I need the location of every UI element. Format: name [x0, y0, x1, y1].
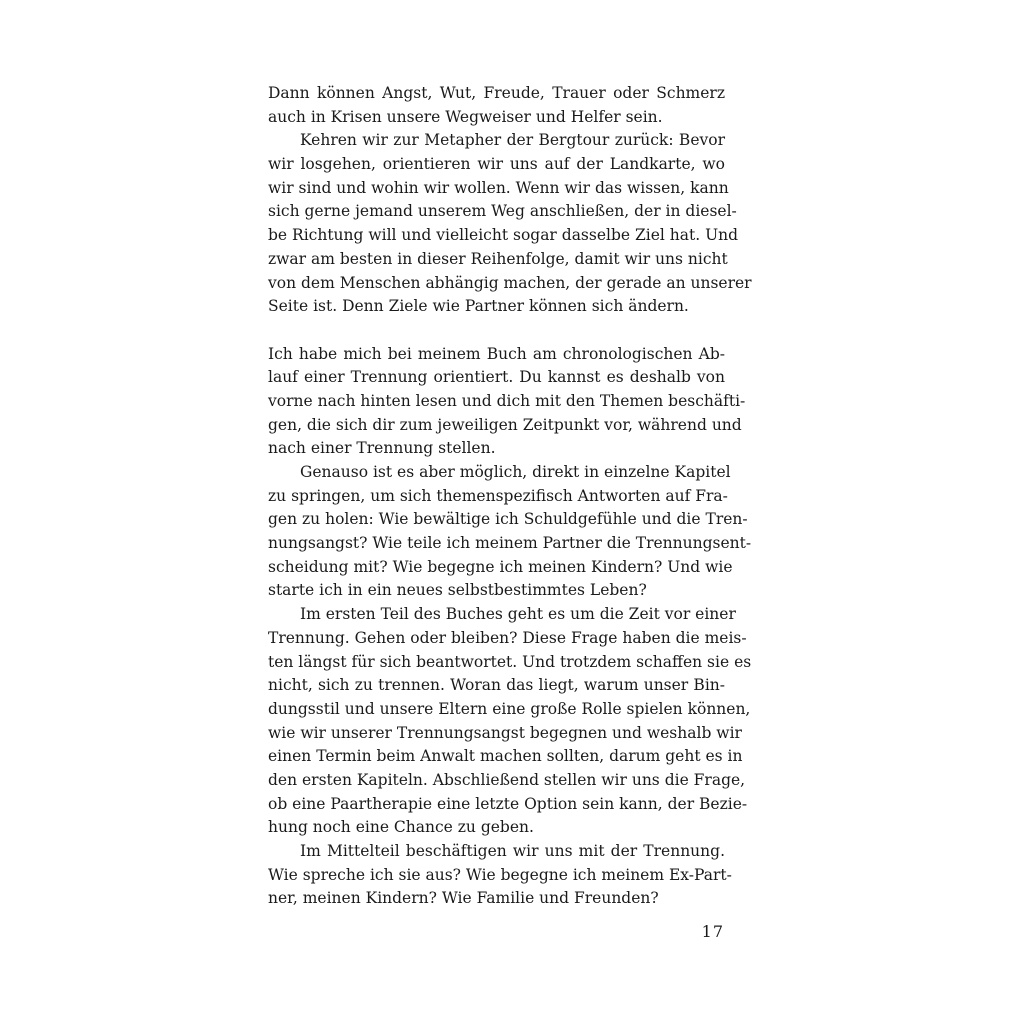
text-line: auch in Krisen unsere Wegweiser und Helfer sein.	[268, 107, 663, 126]
text-line: nach einer Trennung stellen.	[268, 439, 496, 458]
paragraph	[268, 343, 746, 461]
page-number: 17	[701, 922, 724, 941]
text-line: nicht, sich zu trennen. Woran das liegt, warum unser Bin-	[268, 676, 725, 695]
text-line: Dann können Angst, Wut, Freude, Trauer oder Schmerz	[268, 84, 725, 102]
paragraph	[268, 129, 752, 319]
text-line: gen, die sich dir zum jeweiligen Zeitpunkt vor, während und	[268, 415, 742, 434]
text-line: Wie spreche ich sie aus? Wie begegne ich meinem Ex-Part-	[268, 865, 732, 884]
text-line: zwar am besten in dieser Reihenfolge, damit wir uns nicht	[268, 249, 728, 268]
text-line: Kehren wir zur Metapher der Bergtour zurück: Bevor	[300, 131, 725, 150]
text-line: gen zu holen: Wie bewältige ich Schuldgefühle und die Tren-	[268, 510, 748, 529]
text-line: Im ersten Teil des Buches geht es um die Zeit vor einer	[300, 605, 736, 624]
text-line: dungsstil und unsere Eltern eine große Rolle spielen können,	[268, 699, 751, 718]
text-line: be Richtung will und vielleicht sogar dasselbe Ziel hat. Und	[268, 226, 739, 245]
text-line: wir sind und wohin wir wollen. Wenn wir das wissen, kann	[268, 178, 729, 197]
text-line: sich gerne jemand unserem Weg anschließen, der in diesel-	[268, 202, 737, 221]
text-line: Seite ist. Denn Ziele wie Partner können sich ändern.	[268, 297, 689, 316]
text-line: Genauso ist es aber möglich, direkt in einzelne Kapitel	[300, 463, 731, 481]
text-line: starte ich in ein neues selbstbestimmtes Leben?	[268, 581, 647, 600]
text-line: hung noch eine Chance zu geben.	[268, 818, 534, 837]
text-line: den ersten Kapiteln. Abschließend stellen wir uns die Frage,	[268, 770, 746, 789]
paragraph	[268, 461, 752, 603]
paragraph	[268, 840, 732, 911]
body-text	[268, 82, 752, 911]
text-line: Im Mittelteil beschäftigen wir uns mit der Trennung.	[300, 842, 725, 860]
text-line: scheidung mit? Wie begegne ich meinen Kindern? Und wie	[268, 557, 733, 576]
text-line: lauf einer Trennung orientiert. Du kannst es deshalb von	[268, 368, 725, 387]
text-line: ten längst für sich beantwortet. Und trotzdem schaffen sie es	[268, 652, 752, 671]
text-line: ner, meinen Kindern? Wie Familie und Freunden?	[268, 889, 659, 908]
text-line: nungsangst? Wie teile ich meinem Partner die Trennungsent-	[268, 534, 752, 553]
paragraph	[268, 82, 725, 129]
text-line: Trennung. Gehen oder bleiben? Diese Frage haben die meis-	[268, 628, 747, 647]
text-line: einen Termin beim Anwalt machen sollten, darum geht es in	[268, 747, 743, 766]
text-line: Ich habe mich bei meinem Buch am chronologischen Ab-	[268, 344, 725, 363]
text-line: wir losgehen, orientieren wir uns auf der Landkarte, wo	[268, 155, 725, 174]
text-line: wie wir unserer Trennungsangst begegnen und weshalb wir	[268, 723, 742, 742]
paragraph	[268, 603, 752, 840]
paragraph-gap	[268, 319, 725, 343]
text-line: von dem Menschen abhängig machen, der gerade an unserer	[268, 273, 752, 292]
text-line: ob eine Paartherapie eine letzte Option sein kann, der Bezie-	[268, 794, 748, 813]
text-line: vorne nach hinten lesen und dich mit den Themen beschäfti-	[268, 391, 746, 410]
text-line: zu springen, um sich themenspezifisch Antworten auf Fra-	[268, 486, 728, 505]
